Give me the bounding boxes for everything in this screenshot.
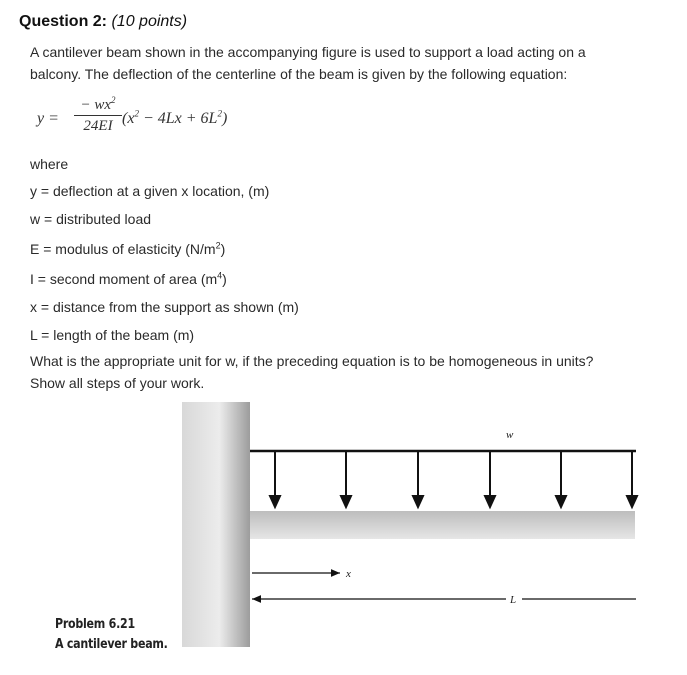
question-label: Question 2: — [19, 13, 108, 30]
equation-numerator: − $wx^2$ — [80, 95, 116, 113]
task-line-1: What is the appropriate unit for w, if the preceding equation is to be homogeneous in units? — [30, 353, 594, 369]
def-L: L = length of the beam (m) — [30, 327, 195, 343]
def-w: w = distributed load — [30, 211, 152, 227]
def-y: y = deflection at a given x location, (m) — [30, 183, 270, 199]
caption-text: A cantilever beam. — [55, 637, 168, 652]
def-x: x = distance from the support as shown (m) — [30, 299, 299, 315]
load-label: w — [506, 429, 514, 441]
task-line-2: Show all steps of your work. — [30, 375, 205, 391]
distributed-load — [250, 451, 637, 507]
intro-line-2: balcony. The deflection of the centerline of the beam is given by the following equation: — [30, 66, 568, 82]
def-E: E = modulus of elasticity $(N/m^2)$ — [30, 240, 226, 257]
def-I: I = second moment of area $(m^4)$ — [30, 270, 227, 287]
equation-lhs: y = — [37, 110, 59, 127]
x-label: x — [346, 568, 351, 580]
caption-title: Problem 6.21 — [55, 617, 135, 632]
equation-polynomial: $(x^2 - 4Lx + 6L^2)$ — [122, 108, 228, 127]
length-label: L — [510, 594, 517, 606]
question-points: (10 points) — [111, 13, 188, 30]
support-wall — [182, 402, 250, 647]
where-label: where — [30, 156, 69, 172]
intro-line-1: A cantilever beam shown in the accompanying figure is used to support a load acting on a — [30, 44, 586, 60]
equation-denominator: 24EI — [83, 118, 113, 134]
beam — [250, 511, 635, 539]
